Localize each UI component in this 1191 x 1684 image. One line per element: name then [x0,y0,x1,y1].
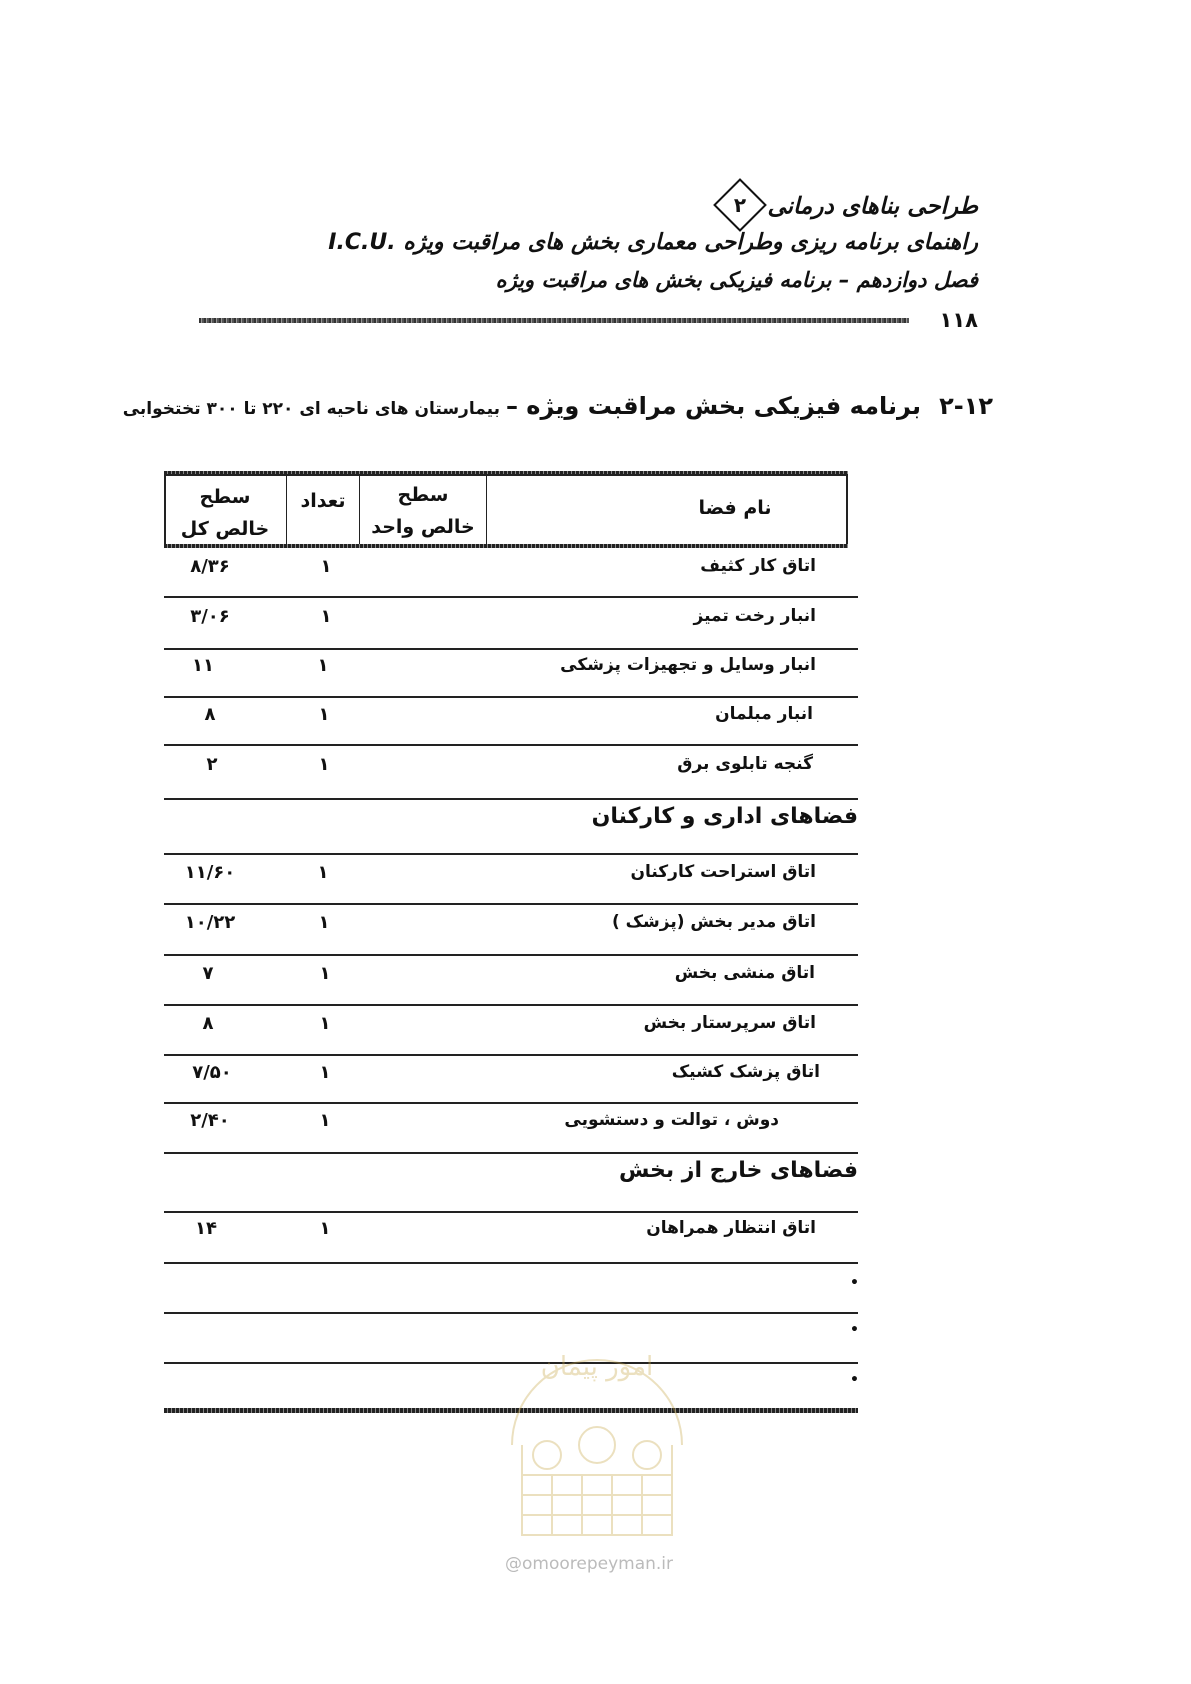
row-count: ۱ [317,862,329,883]
watermark-site: @omoorepeyman.ir [505,1554,674,1574]
row-total: ۲ [206,754,218,775]
row-divider [164,798,858,800]
row-count: ۱ [318,912,330,933]
header-space-name: نام فضا [698,497,772,519]
row-total: ۱۴ [195,1218,217,1239]
row-count: ۱ [319,1218,331,1239]
row-name: اتاق کار کثیف [700,556,816,576]
row-count: ۱ [318,704,330,725]
chapter-title: فصل دوازدهم – برنامه فیزیکی بخش های مراقبت ویژه [495,268,978,292]
table-header-bottom-rule [164,544,848,548]
row-name: انبار مبلمان [715,704,813,724]
row-divider [164,954,858,956]
column-divider [286,476,287,544]
row-divider [164,696,858,698]
row-total: ۳/۰۶ [190,606,230,627]
row-divider [164,1054,858,1056]
row-divider [164,1262,858,1264]
group-heading: فضاهای اداری و کارکنان [591,804,858,829]
row-divider [164,1211,858,1213]
section-number: ۲-۱۲ [939,392,993,420]
row-total: ۱۱/۶۰ [184,862,236,883]
row-name: اتاق سرپرستار بخش [643,1013,816,1033]
row-count: ۱ [320,556,332,577]
row-total: ۸ [202,1013,214,1034]
row-divider [164,903,858,905]
row-name: اتاق پزشک کشیک [671,1062,820,1082]
watermark-logo [492,1335,702,1565]
header-total-area-1: سطح [199,486,251,508]
volume-badge: ۲ [714,178,768,232]
bullet: • [850,1322,859,1338]
row-divider [164,1102,858,1104]
row-count: ۱ [317,655,329,676]
row-name: اتاق انتظار همراهان [646,1218,816,1238]
row-divider [164,596,858,598]
section-title: برنامه فیزیکی بخش مراقبت ویژه –بیمارستان های ناحیه ای ۲۲۰ تا ۳۰۰ تختخوابی [122,392,921,420]
header-total-area-2: خالص کل [180,518,270,540]
row-divider [164,1312,858,1314]
section-subtitle: بیمارستان های ناحیه ای ۲۲۰ تا ۳۰۰ تختخوابی [122,399,500,419]
row-name: انبار وسایل و تجهیزات پزشکی [560,655,816,675]
header-rule [199,318,909,323]
row-count: ۱ [319,1013,331,1034]
row-count: ۱ [319,963,331,984]
row-total: ۷/۵۰ [192,1062,232,1083]
row-divider [164,1152,858,1154]
row-count: ۱ [320,606,332,627]
row-count: ۱ [318,754,330,775]
header-count: تعداد [300,490,346,512]
row-name: گنجه تابلوی برق [677,754,813,774]
guide-title: راهنمای برنامه ریزی وطراحی معماری بخش های مراقبت ویژه .I.C.U [328,230,978,255]
row-name: دوش ، توالت و دستشویی [564,1110,779,1130]
row-total: ۲/۴۰ [190,1110,230,1131]
row-name: اتاق استراحت کارکنان [630,862,816,882]
row-total: ۱۰/۲۲ [184,912,236,933]
row-name: اتاق منشی بخش [674,963,815,983]
row-divider [164,648,858,650]
bullet: • [850,1372,859,1388]
watermark-logo-text: امور پیمان [540,1352,654,1382]
column-divider [486,476,487,544]
book-title: طراحی بناهای درمانی ۲ [709,188,978,226]
group-heading: فضاهای خارج از بخش [618,1158,858,1183]
row-divider [164,1004,858,1006]
bullet: • [850,1275,859,1291]
row-count: ۱ [319,1062,331,1083]
row-total: ۸/۳۶ [190,556,230,577]
row-total: ۸ [204,704,216,725]
header-unit-area-2: خالص واحد [371,516,475,538]
row-count: ۱ [319,1110,331,1131]
row-total: ۱۱ [192,655,214,676]
row-divider [164,853,858,855]
row-divider [164,744,858,746]
column-divider [359,476,360,544]
page-number: ۱۱۸ [939,308,978,332]
row-total: ۷ [202,963,214,984]
row-name: انبار رخت تمیز [693,606,816,626]
header-unit-area-1: سطح [397,484,449,506]
row-name: اتاق مدیر بخش (پزشک ) [611,912,816,932]
